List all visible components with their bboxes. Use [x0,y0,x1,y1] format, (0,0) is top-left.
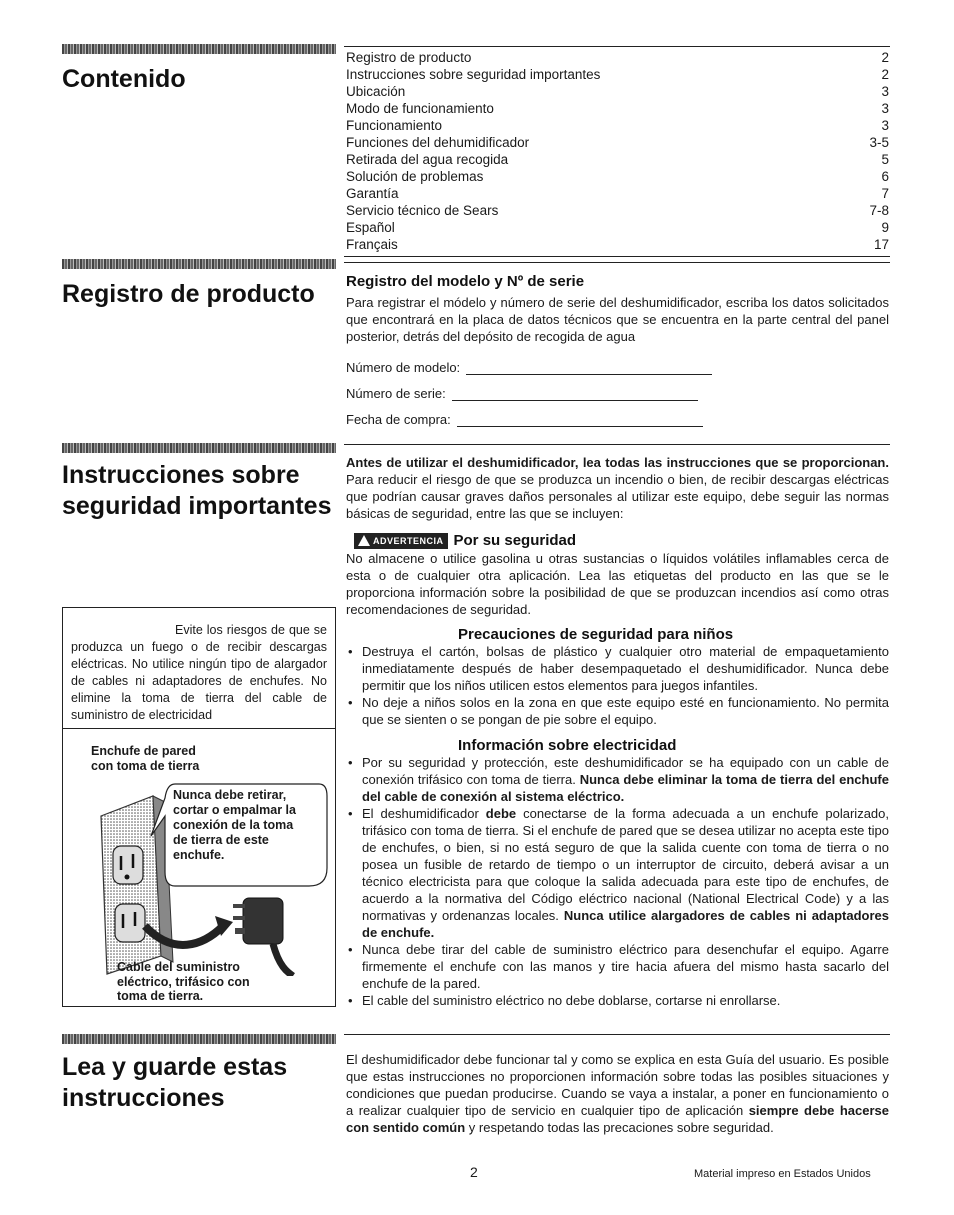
seguridad-title: Instrucciones sobre seguridad importantes [62,461,332,520]
toc-label: Garantía [346,186,399,201]
list-item: • No deje a niños solos en la zona en que este equipo esté en funcionamiento. No permita que se sienten o se pongan de pie sobre el equipo. [346,694,889,728]
seguridad-section [346,454,889,1009]
toc-item[interactable] [346,49,889,66]
toc-page: 3 [881,84,889,99]
toc-item[interactable] [346,219,889,236]
callout-text: Nunca debe retirar, cortar o empalmar la conexión de la toma de tierra de este enchufe. [173,788,296,862]
por-su-seguridad-title: Por su seguridad [453,532,577,549]
printed-in: Material impreso en Estados Unidos [694,1168,871,1180]
por-su-seguridad-text: No almacene o utilice gasolina u otras sustancias o líquidos volátiles inflamables cerca de esta o de cualquier otra aplicación. Lea las etiquetas del producto en las que se le proporciona información sobre la posibilidad de que se produzcan incendios así como otras recomendaciones de seguridad. [346,551,889,617]
toc-page: 3-5 [869,135,889,150]
elec-list [346,754,889,1009]
toc-item[interactable] [346,168,889,185]
warning-badge: ADVERTENCIA [354,533,448,549]
sidebox-text: Evite los riesgos de que se produzca un fuego o de recibir descargas eléctricas. No utilice ningún tipo de alargador de cables ni adaptadores de enchufes. No elimine la toma de tierra del cable de suministro de electricidad [71,623,327,722]
toc-label: Ubicación [346,84,406,99]
section-rule [344,46,890,47]
section-bar [62,1034,336,1044]
list-item: • Nunca debe tirar del cable de suministro eléctrico para desenchufar el equipo. Agarre firmemente el enchufe con las manos y tire hacia afuera del mismo hasta sacarlo del enchufe de la pared. [346,941,889,992]
warning-icon [358,535,370,546]
toc-item[interactable] [346,185,889,202]
toc-page: 7-8 [869,203,889,218]
lea-text: El deshumidificador debe funcionar tal y como se explica en esta Guía del usuario. Es posible que estas instrucciones no proporcionen información sobre todas las posibles situaciones y condiciones que puedan producirse. Cuando se vaya a instalar, a poner en funcionamiento o a realizar cualquier tipo de servicio en cualquier tipo de aplicación siempre debe hacerse con sentido común y respetando todas las precaciones sobre seguridad. [346,1052,889,1135]
caption-wall-outlet: Enchufe de pared con toma de tierra [91,744,200,773]
section-rule [344,262,890,263]
section-rule [344,1034,890,1035]
outlet-plate [101,796,161,974]
list-item: • Destruya el cartón, bolsas de plástico y cualquier otro material de empaquetamiento inmediatamente después de haber desempaquetado el deshumidificador. Nunca debe permitir que los niños utilicen estos elementos para juegos infantiles. [346,643,889,694]
registro-text: Para registrar el módelo y número de serie del deshumidificador, escriba los datos solicitados que encontrará en la placa de datos técnicos que se encuentra en la parte central del panel posterior, detrás del depósito de recogida de agua [346,295,889,344]
section-rule [344,444,890,445]
elec-title: Información sobre electricidad [458,737,677,754]
contenido-title: Contenido [62,65,186,93]
toc-item[interactable] [346,236,889,253]
toc-page: 7 [881,186,889,201]
registro-subtitle: Registro del modelo y Nº de serie [346,273,585,290]
section-bar [62,44,336,54]
toc-item[interactable] [346,117,889,134]
toc-item[interactable] [346,151,889,168]
toc-label: Retirada del agua recogida [346,152,509,167]
registro-section [346,273,889,427]
serial-number-field[interactable]: Número de serie: [346,375,889,401]
toc-label: Español [346,220,395,235]
toc-label: Modo de funcionamiento [346,101,494,116]
toc-page: 5 [881,152,889,167]
toc-label: Servicio técnico de Sears [346,203,499,218]
list-item: • El deshumidificador debe conectarse de la forma adecuada a un enchufe polarizado, trifásico con toma de tierra. Si el enchufe de pared que se desea utilizar no acepta este tipo de enchufes, o bien, si no está seguro de que la salida cuente con toma de tierra o no posea un fusible de retardo de tiempo o un interruptor de circuito, deberá avisar a un técnico electricista para que coloque la salida adecuada para este tipo de enchufes, de acuerdo a la normativa del Código eléctrico nacional (National Electrical Code) y a las normativas y ordenanzas locales. Nunca utilice alargadores de cables ni adaptadores de enchufe. [346,805,889,941]
toc-item[interactable] [346,83,889,100]
page-number: 2 [470,1164,478,1180]
toc-item[interactable] [346,202,889,219]
ninos-list [346,643,889,728]
toc-item[interactable] [346,100,889,117]
toc-label: Français [346,237,398,252]
toc-page: 3 [881,101,889,116]
list-item: • El cable del suministro eléctrico no debe doblarse, cortarse ni enrollarse. [346,992,889,1009]
grounding-warning-box [62,607,336,1007]
toc-page: 3 [881,118,889,133]
section-rule [344,256,890,257]
toc-label: Funcionamiento [346,118,443,133]
toc-label: Registro de producto [346,50,472,65]
model-number-field[interactable]: Número de modelo: [346,349,889,375]
list-item: • Por su seguridad y protección, este deshumidificador se ha equipado con un cable de conexión trifásico con toma de tierra. Nunca debe eliminar la toma de tierra del enchufe del cable de conexión al sistema eléctrico. [346,754,889,805]
registro-title: Registro de producto [62,280,315,308]
caption-power-cord: Cable del suministro eléctrico, trifásico con toma de tierra. [117,960,250,1003]
toc-page: 2 [881,67,889,82]
ninos-title: Precauciones de seguridad para niños [458,626,734,643]
toc-page: 17 [873,237,889,252]
purchase-date-field[interactable]: Fecha de compra: [346,401,889,427]
toc-item[interactable] [346,66,889,83]
toc-item[interactable] [346,134,889,151]
toc-page: 2 [881,50,889,65]
section-bar [62,259,336,269]
toc-label: Funciones del dehumidificador [346,135,530,150]
toc-page: 6 [881,169,889,184]
toc-page: 9 [881,220,889,235]
lea-title: Lea y guarde estas instrucciones [62,1053,288,1112]
table-of-contents [346,49,889,253]
seguridad-intro: Antes de utilizar el deshumidificador, lea todas las instrucciones que se proporcionan. Para reducir el riesgo de que se produzca un incendio o bien, de recibir descargas eléctricas que podrían causar graves daños personales al utilizar este equipo, debe seguir las normas básicas de seguridad, entre las que se incluyen: [346,455,889,521]
section-bar [62,443,336,453]
toc-label: Instrucciones sobre seguridad importantes [346,67,601,82]
toc-label: Solución de problemas [346,169,484,184]
